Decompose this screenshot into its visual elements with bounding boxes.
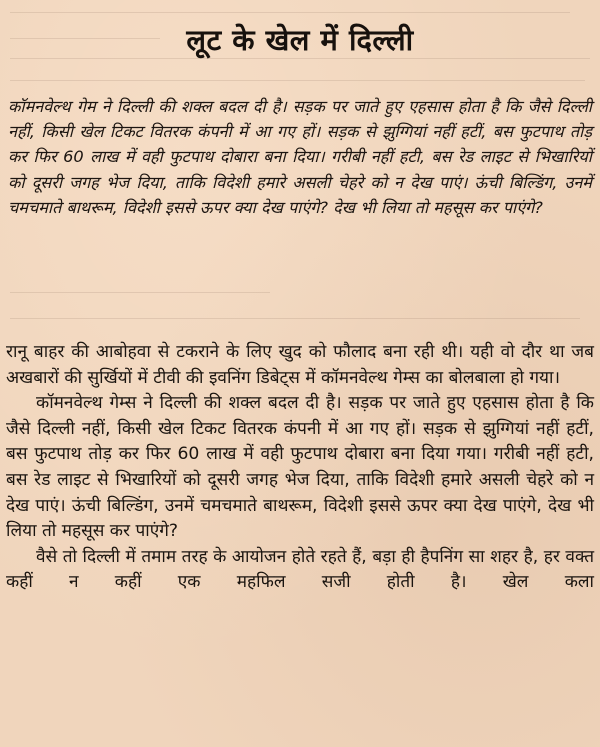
body-paragraph-3: वैसे तो दिल्ली में तमाम तरह के आयोजन होते रहते हैं, बड़ा ही हैपनिंग सा शहर है, हर वक्त कहीं न कहीं एक महफिल सजी होती है। खेल कला — [6, 546, 594, 593]
body-paragraph-1: रानू बाहर की आबोहवा से टकराने के लिए खुद को फौलाद बना रही थी। यही वो दौर था जब अखबारों की सुर्खियों में टीवी की इवनिंग डिबेट्स में कॉमनवेल्थ गेम्स का बोलबाला हो गया। — [6, 342, 594, 388]
show-through-line — [10, 318, 580, 319]
article-body — [6, 340, 594, 596]
body-paragraph-2: कॉमनवेल्थ गेम्स ने दिल्ली की शक्ल बदल दी है। सड़क पर जाते हुए एहसास होता है कि जैसे दिल्ली नहीं, किसी खेल टिकट वितरक कंपनी में आ गए हों। सड़क से झुग्गियां नहीं हटीं, बस फुटपाथ तोड़ कर फिर 60 लाख में वही फुटपाथ दोबारा बना दिया गया। गरीबी नहीं हटी, बस रेड लाइट से भिखारियों को दूसरी जगह भेज दिया, ताकि विदेशी हमारे असली चेहरे को न देख पाएं। ऊंची बिल्डिंग, उनमें चमचमाते बाथरूम, विदेशी इससे ऊपर क्या देख पाएंगे, देख भी लिया तो महसूस कर पाएंगे? — [6, 393, 594, 542]
show-through-line — [10, 12, 570, 13]
show-through-line — [10, 292, 270, 293]
show-through-line — [10, 80, 585, 81]
article-title: लूट के खेल में दिल्ली — [186, 23, 414, 57]
intro-blurb: कॉमनवेल्थ गेम ने दिल्ली की शक्ल बदल दी है। सड़क पर जाते हुए एहसास होता है कि जैसे दिल्ली नहीं, किसी खेल टिकट वितरक कंपनी में आ गए हों। सड़क से झुग्गियां नहीं हटीं, बस फुटपाथ तोड़ कर फिर 60 लाख में वही फुटपाथ दोबारा बना दिया। गरीबी नहीं हटी, बस रेड लाइट से भिखारियों को दूसरी जगह भेज दिया, ताकि विदेशी हमारे असली चेहरे को न देख पाएं। ऊंची बिल्डिंग, उनमें चमचमाते बाथरूम, विदेशी इससे ऊपर क्या देख पाएंगे? देख भी लिया तो महसूस कर पाएंगे? — [8, 97, 592, 217]
